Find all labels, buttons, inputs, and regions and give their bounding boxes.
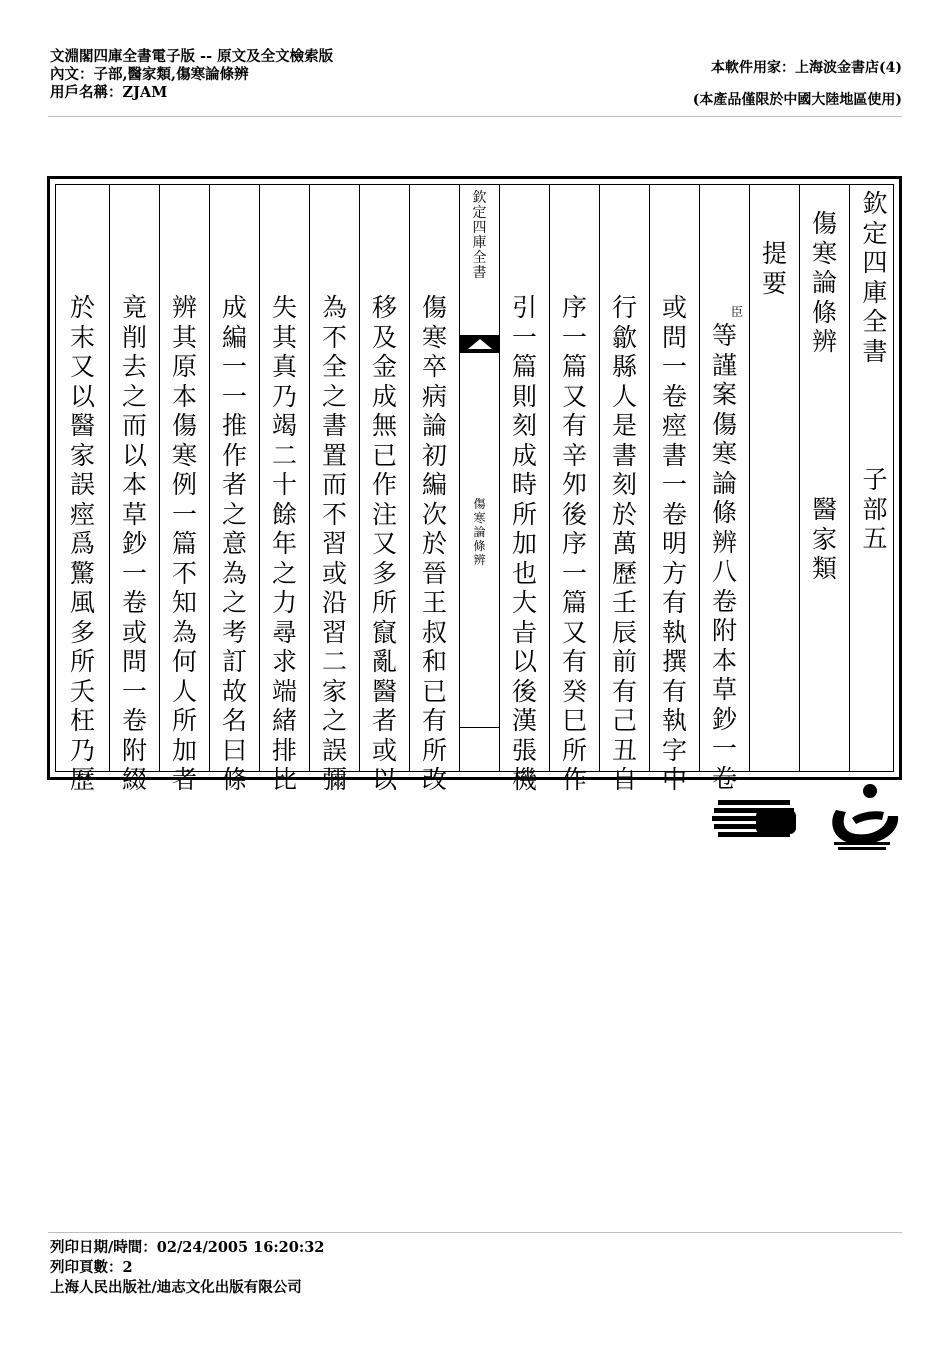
header-content-path: 內文：子部,醫家類,傷寒論條辨 <box>50 66 249 83</box>
book-title: 傷寒論條辨 <box>811 209 837 356</box>
text-column-12 <box>109 185 159 794</box>
text-column-2 <box>649 185 699 794</box>
text-column-5-body: 引一篇則刻成時所加也大㫖以後漢張機 <box>511 293 537 794</box>
fishtail-mark <box>460 335 499 353</box>
text-column-3-body: 行歙縣人是書刻於萬歷壬辰前有己丑自 <box>611 293 637 794</box>
header-divider <box>48 116 902 117</box>
chen-mark: 臣 <box>730 305 743 319</box>
text-column-11-body: 辨其原本傷寒例一篇不知為何人所加者 <box>171 293 197 794</box>
column-book <box>799 185 849 771</box>
text-column-1-body: 等謹案傷寒論條辨八卷附本草鈔一卷 <box>711 321 737 793</box>
text-column-13 <box>56 185 109 794</box>
header-username: 用戶名稱：ZJAM <box>50 84 168 101</box>
publisher-names: 上海人民出版社/迪志文化出版有限公司 <box>50 1279 302 1296</box>
summary-heading: 提要 <box>761 239 787 298</box>
header-left <box>50 48 333 102</box>
header-right <box>693 52 902 116</box>
book-series-title: 欽定四庫全書 <box>862 189 888 366</box>
header-title: 文淵閣四庫全書電子版 -- 原文及全文檢索版 <box>50 48 334 65</box>
column-title <box>849 185 900 771</box>
print-datetime: 列印日期/時間：02/24/2005 16:20:32 <box>50 1239 325 1256</box>
fold-series-title: 欽定四庫全書 <box>472 190 487 281</box>
text-column-4-body: 序一篇又有辛夘後序一篇又有癸巳所作 <box>561 293 587 794</box>
header-region-note: (本產品僅限於中國大陸地區使用) <box>692 92 902 108</box>
text-column-10 <box>209 185 259 794</box>
text-column-12-body: 竟削去之而以本草鈔一卷或問一卷附綴 <box>121 293 147 794</box>
center-fold <box>459 185 499 771</box>
text-column-4 <box>549 185 599 794</box>
publisher-logo-stripes <box>712 796 798 840</box>
text-column-11 <box>159 185 209 794</box>
fold-book-title: 傷寒論條辨 <box>473 497 486 567</box>
footer <box>50 1238 324 1298</box>
text-column-6 <box>409 185 459 794</box>
page-grid <box>55 184 894 794</box>
text-column-13-body: 於末又以醫家誤痙爲驚風多所夭枉乃歷 <box>69 293 95 794</box>
text-column-9-body: 失其真乃竭二十餘年之力尋求端緒排比 <box>271 293 297 794</box>
column-tiyao <box>749 185 799 771</box>
text-column-2-body: 或問一卷痙書一卷明方有執撰有執字中 <box>661 293 687 794</box>
fold-divider <box>460 727 499 728</box>
page-frame <box>47 176 902 794</box>
text-column-10-body: 成編一一推作者之意為之考訂故名曰條 <box>221 293 247 794</box>
text-column-1 <box>699 185 749 793</box>
text-column-8 <box>309 185 359 794</box>
footer-divider <box>48 1232 902 1233</box>
publisher-logo-emblem <box>826 782 902 852</box>
text-column-7-body: 移及金成無已作注又多所竄亂醫者或以 <box>371 293 397 794</box>
header-licensee: 本軟件用家：上海波金書店(4) <box>711 60 902 76</box>
section-label: 子部五 <box>862 465 888 553</box>
text-column-8-body: 為不全之書置而不習或沿習二家之誤彌 <box>321 293 347 794</box>
category-label: 醫家類 <box>811 495 837 583</box>
print-page-count: 列印頁數：2 <box>50 1259 133 1276</box>
text-column-3 <box>599 185 649 794</box>
text-column-9 <box>259 185 309 794</box>
text-column-6-body: 傷寒卒病論初編次於晉王叔和已有所改 <box>421 293 447 794</box>
text-column-7 <box>359 185 409 794</box>
text-column-5 <box>499 185 549 794</box>
